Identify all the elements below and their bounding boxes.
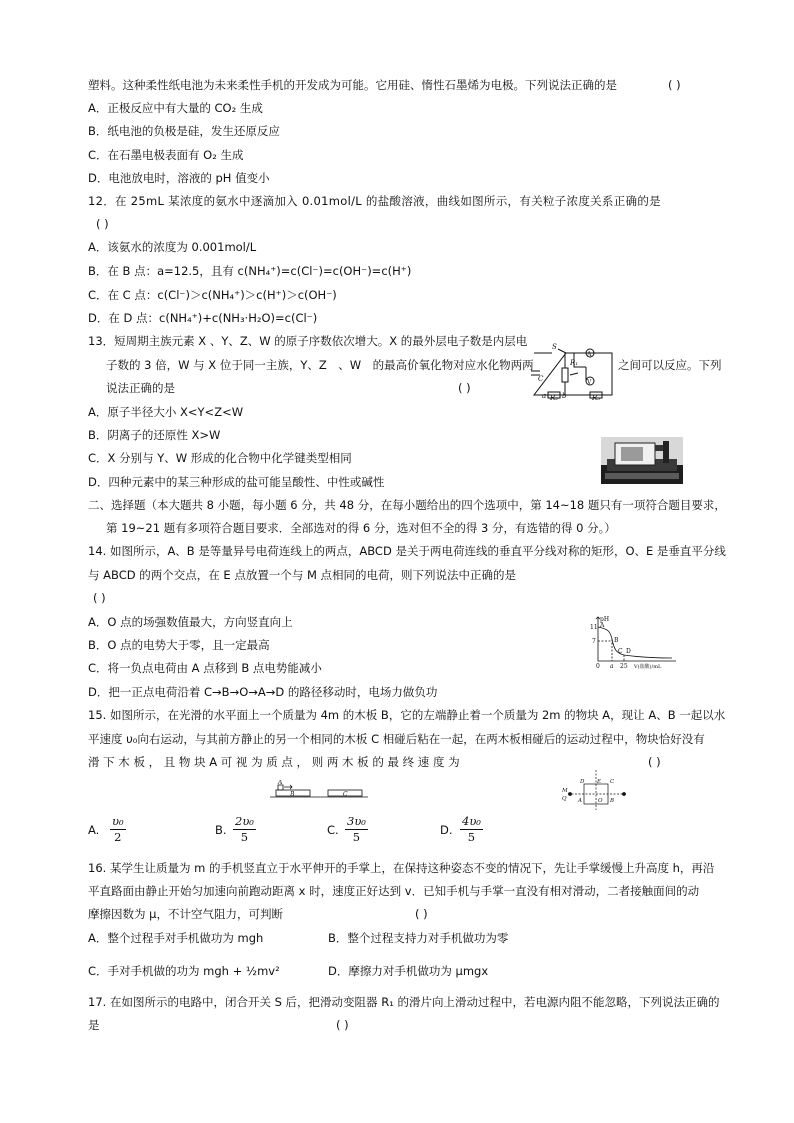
q11-stem-cont: 塑料。这种柔性纸电池为未来柔性手机的开发成为可能。它用硅、惰性石墨烯为电极。下列说法正确的是: [88, 78, 617, 92]
q13-option-b: B．阴离子的还原性 X>W: [88, 428, 221, 442]
ph-x-origin: 0: [596, 663, 600, 669]
q13-stem-line2: 子数的 3 倍，W 与 X 位于同一主族，Y、Z 、W 的最高价氧化物对应水化物两两: [106, 358, 534, 372]
q12-answer-paren: ( ): [96, 217, 109, 231]
q12-option-b: B．在 B 点：a=12.5，且有 c(NH₄⁺)=c(Cl⁻)=c(OH⁻)=c(H⁺): [88, 264, 412, 278]
q15-option-c-label: C.: [327, 823, 339, 837]
q15-option-a-label: A.: [88, 823, 100, 837]
q11-option-c: C．在石墨电极表面有 O₂ 生成: [88, 148, 244, 162]
q15-option-b-den: 5: [240, 830, 249, 844]
charges-label-o: O: [598, 798, 603, 804]
q14-option-d: D．把一正点电荷沿着 C→B→O→A→D 的路径移动时，电场力做负功: [88, 685, 438, 699]
ph-x-a: a: [610, 663, 614, 669]
q16-option-c: C．手对手机做的功为 mgh + ½mv²: [88, 964, 280, 978]
q15-option-b-label: B.: [215, 823, 227, 837]
q16-stem-line1: 16. 某学生让质量为 m 的手机竖直立于水平伸开的手掌上，在保持这种姿态不变的情况下，先让手掌缓慢上升高度 h，再沿: [88, 861, 715, 875]
q15-option-d-label: D.: [440, 823, 453, 837]
q15-option-d-fraction: [460, 814, 483, 845]
charges-label-b: B: [610, 798, 615, 804]
ph-x-label: V(盐酸)/mL: [634, 664, 662, 669]
charges-label-e: E: [597, 779, 602, 785]
q17-answer-paren: ( ): [336, 1018, 349, 1032]
q14-option-a: A．O 点的场强数值最大，方向竖直向上: [88, 615, 293, 629]
q13-stem-line1: 13．短周期主族元素 X 、Y、Z、W 的原子序数依次增大。X 的最外层电子数是内层电: [88, 334, 528, 348]
q15-stem-line1: 15. 如图所示，在光滑的水平面上一个质量为 4m 的木板 B，它的左端静止着一个质量为 2m 的物块 A，现让 A、B 一起以水: [88, 708, 726, 722]
section2-header-line1: 二、选择题（本大题共 8 小题，每小题 6 分，共 48 分，在每小题给出的四个选项中，第 14~18 题只有一项符合题目要求，: [88, 498, 726, 512]
q13-option-a: A．原子半径大小 X<Y<Z<W: [88, 405, 244, 419]
circuit-r3-label: R₃: [592, 394, 601, 401]
q15-option-c-den: 5: [352, 830, 361, 844]
q11-option-a: A．正极反应中有大量的 CO₂ 生成: [88, 101, 263, 115]
q16-option-d: D．摩擦力对手机做功为 μmgx: [328, 964, 489, 978]
circuit-r2-label: R₂: [550, 394, 559, 401]
q16-stem-line2: 平直路面由静止开始匀加速向前跑动距离 x 时，速度正好达到 v．已知手机与手掌一直没有相对滑动，二者接触面间的动: [88, 884, 700, 898]
q11-answer-paren: ( ): [668, 78, 681, 92]
ph-point-b: B: [614, 637, 619, 644]
q13-stem-right: 之间可以反应。下列: [618, 358, 722, 372]
circuit-a-label: a: [542, 392, 547, 400]
boards-label-b: B: [290, 791, 295, 798]
q14-option-c: C．将一负点电荷由 A 点移到 B 点电势能减小: [88, 661, 322, 675]
circuit-c-label: C: [538, 375, 544, 383]
charges-label-d: D: [580, 779, 585, 785]
ph-x-25: 25: [620, 663, 628, 669]
q17-stem-line2: 是: [88, 1018, 100, 1032]
ph-axis-label: pH: [600, 616, 610, 623]
circuit-r1-label: R₁: [570, 359, 579, 367]
charges-label-a: A: [578, 798, 582, 804]
circuit-ammeter-label: A: [587, 351, 592, 358]
ph-point-d: D: [626, 648, 631, 655]
q13-option-c: C．X 分别与 Y、W 形成的化合物中化学键类型相同: [88, 451, 352, 465]
q15-option-a-den: 2: [114, 830, 122, 844]
q15-stem-line3: 滑 下 木 板 ， 且 物 块 A 可 视 为 质 点 ， 则 两 木 板 的 最 终 速 度 为: [88, 755, 460, 769]
q16-option-a: A．整个过程手对手机做功为 mgh: [88, 931, 264, 945]
q11-option-b: B．纸电池的负极是硅，发生还原反应: [88, 124, 280, 138]
circuit-b-label: b: [562, 392, 567, 400]
q16-option-b: B．整个过程支持力对手机做功为零: [328, 931, 509, 945]
charges-label-m: M: [562, 788, 568, 794]
q15-option-a-fraction: [110, 814, 126, 845]
q15-option-d-num: 4υ₀: [462, 814, 481, 828]
q11-option-d: D．电池放电时，溶液的 pH 值变小: [88, 171, 270, 185]
q16-answer-paren: ( ): [415, 907, 428, 921]
q15-option-d-den: 5: [467, 830, 476, 844]
q13-answer-paren: ( ): [458, 381, 471, 395]
circuit-s-label: S: [552, 343, 557, 351]
q15-stem-line2: 平速度 υ₀向右运动，与其前方静止的另一个相同的木板 C 相碰后粘在一起，在两木板相碰后的运动过程中，物块恰好没有: [88, 732, 705, 746]
charges-label-c: C: [610, 779, 615, 785]
ph-curve-figure: [588, 615, 678, 669]
q12-option-d: D．在 D 点：c(NH₄⁺)+c(NH₃·H₂O)=c(Cl⁻): [88, 311, 318, 325]
q13-stem-line3: 说法正确的是: [106, 381, 175, 395]
q12-stem: 12．在 25mL 某浓度的氨水中逐滴加入 0.01mol/L 的盐酸溶液，曲线如图所示，有关粒子浓度关系正确的是: [88, 194, 661, 208]
q15-option-a-num: υ₀: [112, 814, 124, 828]
circuit-voltmeter-label: V: [587, 379, 592, 386]
boards-figure: [270, 780, 368, 800]
q15-option-c-fraction: [345, 814, 368, 845]
circuit-figure: [528, 343, 618, 401]
q14-option-b: B．O 点的电势大于零，且一定最高: [88, 638, 270, 652]
q13-option-d: D．四种元素中的某三种形成的盐可能呈酸性、中性或碱性: [88, 475, 385, 489]
q17-stem-line1: 17. 在如图所示的电路中，闭合开关 S 后，把滑动变阻器 R₁ 的滑片向上滑动过程中，若电源内阻不能忽略，下列说法正确的: [88, 995, 720, 1009]
section2-header-line2: 第 19~21 题有多项符合题目要求．全部选对的得 6 分，选对但不全的得 3 分，有选错的得 0 分。）: [106, 521, 616, 535]
charges-figure: [560, 768, 630, 812]
ph-point-a: A: [600, 622, 605, 629]
ph-tick-11: 11: [590, 624, 598, 631]
boards-label-c: C: [343, 791, 348, 798]
q14-stem-line1: 14. 如图所示，A、B 是等量异号电荷连线上的两点，ABCD 是关于两电荷连线的垂直平分线对称的矩形，O、E 是垂直平分线: [88, 544, 726, 558]
ph-point-c: C: [618, 648, 623, 655]
q15-answer-paren: ( ): [648, 755, 661, 769]
q15-option-b-num: 2υ₀: [235, 814, 254, 828]
q15-option-b-fraction: [233, 814, 256, 845]
q14-stem-line2: 与 ABCD 的两个交点，在 E 点放置一个与 M 点相同的电荷，则下列说法中正确的是: [88, 568, 517, 582]
ph-tick-7: 7: [592, 638, 596, 645]
q16-stem-line3: 摩擦因数为 μ，不计空气阻力，可判断: [88, 907, 283, 921]
charges-label-q: Q: [562, 796, 567, 802]
q12-option-a: A．该氨水的浓度为 0.001mol/L: [88, 240, 257, 254]
q12-option-c: C．在 C 点：c(Cl⁻)＞c(NH₄⁺)＞c(H⁺)＞c(OH⁻): [88, 288, 337, 302]
q14-answer-paren: ( ): [93, 591, 106, 605]
q15-option-c-num: 3υ₀: [347, 814, 366, 828]
apparatus-photo: [601, 437, 683, 484]
boards-label-a: A: [278, 780, 283, 786]
